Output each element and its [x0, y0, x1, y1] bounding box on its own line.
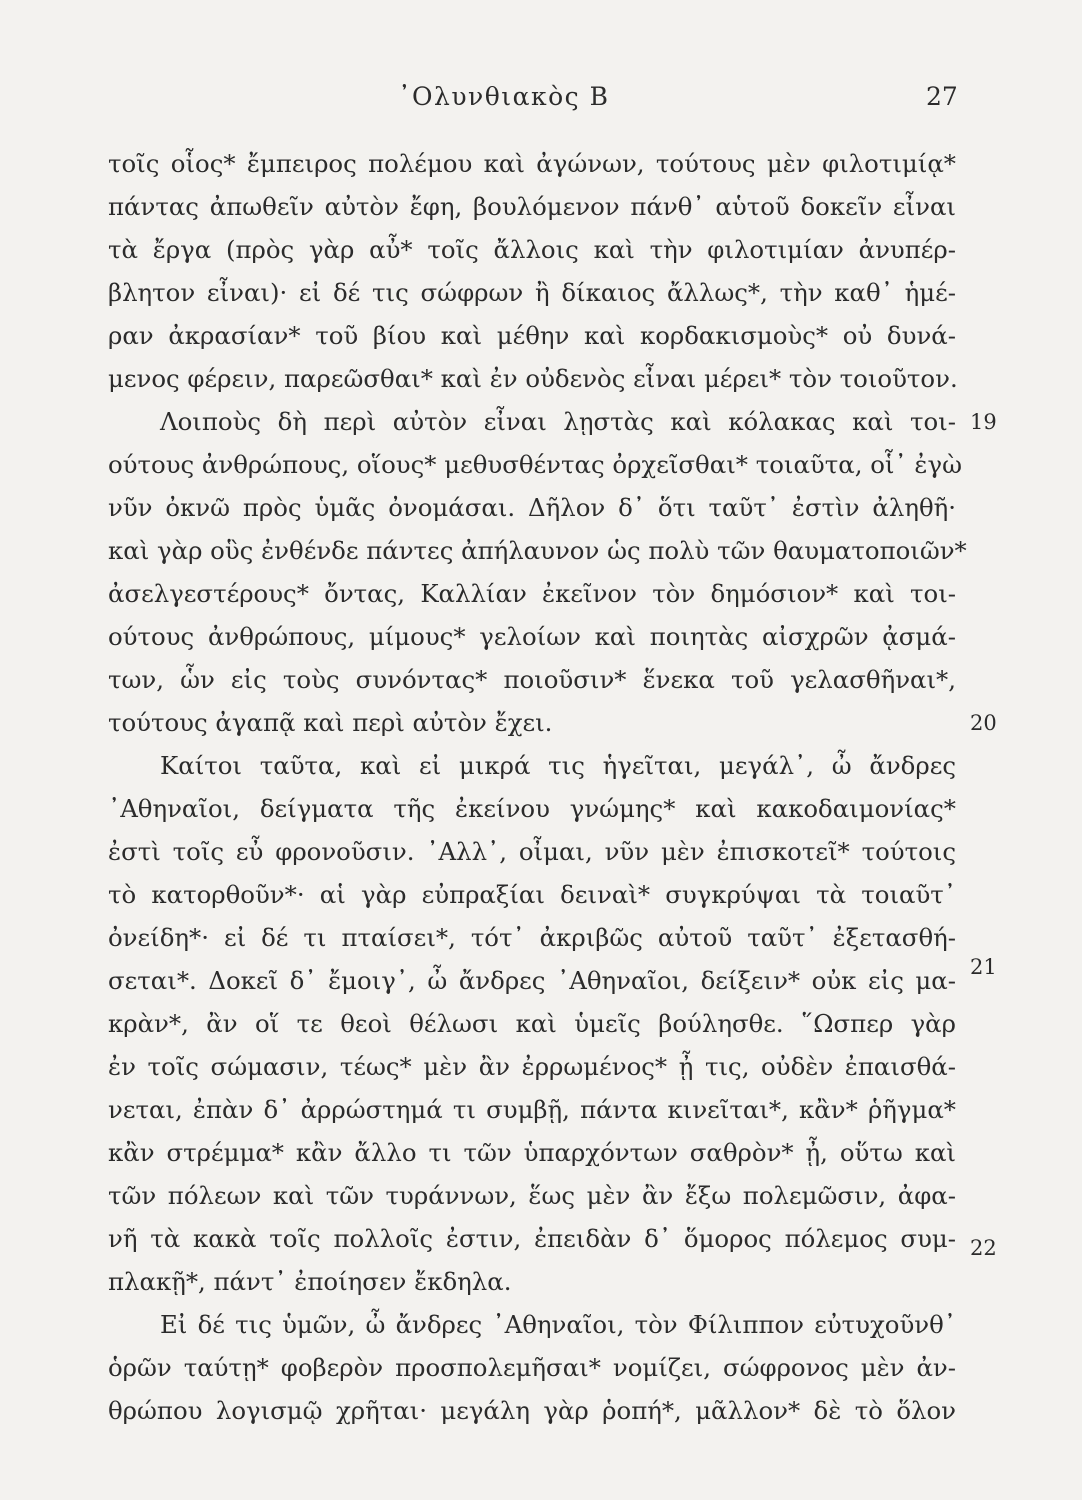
text-line: πλακῇ*, πάντ᾿ ἐποίησεν ἔκδηλα. — [108, 1267, 512, 1296]
text-line: νεται, ἐπὰν δ᾿ ἀρρώστημά τι συμβῇ, πάντα κινεῖται*, κἂν* ῥῆγμα* — [108, 1095, 956, 1124]
text-line: ούτους ἀνθρώπους, οἵους* μεθυσθέντας ὀρχεῖσθαι* τοιαῦτα, οἷ᾿ ἐγὼ — [108, 450, 962, 479]
text-line: Καίτοι ταῦτα, καὶ εἰ μικρά τις ἡγεῖται, μεγάλ᾿, ὦ ἄνδρες — [160, 751, 956, 780]
text-line: Λοιποὺς δὴ περὶ αὐτὸν εἶναι λῃστὰς καὶ κόλακας καὶ τοι- — [160, 407, 956, 436]
text-line: σεται*. Δοκεῖ δ᾿ ἔμοιγ᾿, ὦ ἄνδρες ᾿Αθηναῖοι, δείξειν* οὐκ εἰς μα- — [108, 966, 956, 995]
page-number: 27 — [926, 82, 958, 111]
text-line: βλητον εἶναι)· εἰ δέ τις σώφρων ἢ δίκαιος ἄλλως*, τὴν καθ᾿ ἡμέ- — [108, 278, 956, 307]
text-line: ραν ἀκρασίαν* τοῦ βίου καὶ μέθην καὶ κορδακισμοὺς* οὐ δυνά- — [108, 321, 956, 350]
text-line: κρὰν*, ἂν οἵ τε θεοὶ θέλωσι καὶ ὑμεῖς βούλησθε. ῞Ωσπερ γὰρ — [108, 1009, 956, 1038]
text-line: ὁρῶν ταύτῃ* φοβερὸν προσπολεμῆσαι* νομίζει, σώφρονος μὲν ἀν- — [108, 1353, 956, 1382]
text-line: τὸ κατορθοῦν*· αἱ γὰρ εὐπραξίαι δειναὶ* συγκρύψαι τὰ τοιαῦτ᾿ — [108, 880, 956, 909]
text-line: νῦν ὀκνῶ πρὸς ὑμᾶς ὀνομάσαι. Δῆλον δ᾿ ὅτι ταῦτ᾿ ἐστὶν ἀληθῆ· — [108, 493, 956, 522]
running-title: ᾿Ολυνθιακὸς Β — [398, 82, 610, 111]
main-text — [108, 142, 967, 1432]
text-line: Εἰ δέ τις ὑμῶν, ὦ ἄνδρες ᾿Αθηναῖοι, τὸν Φίλιππον εὐτυχοῦνθ᾿ — [160, 1310, 956, 1339]
text-line: ᾿Αθηναῖοι, δείγματα τῆς ἐκείνου γνώμης* καὶ κακοδαιμονίας* — [108, 794, 956, 823]
section-number: 22 — [970, 1236, 997, 1260]
text-line: θρώπου λογισμῷ χρῆται· μεγάλη γὰρ ῥοπή*, μᾶλλον* δὲ τὸ ὅλον — [108, 1396, 956, 1425]
section-number: 21 — [970, 955, 997, 979]
text-line: ἐν τοῖς σώμασιν, τέως* μὲν ἂν ἐρρωμένος* ᾖ τις, οὐδὲν ἐπαισθά- — [108, 1052, 956, 1081]
text-line: κἂν στρέμμα* κἂν ἄλλο τι τῶν ὑπαρχόντων σαθρὸν* ᾖ, οὕτω καὶ — [108, 1138, 956, 1167]
text-line: των, ὧν εἰς τοὺς συνόντας* ποιοῦσιν* ἕνεκα τοῦ γελασθῆναι*, — [108, 665, 956, 694]
text-line: πάντας ἀπωθεῖν αὐτὸν ἔφη, βουλόμενον πάνθ᾿ αὑτοῦ δοκεῖν εἶναι — [108, 192, 956, 221]
text-line: καὶ γὰρ οὓς ἐνθένδε πάντες ἀπήλαυνον ὡς πολὺ τῶν θαυματοποιῶν* — [108, 536, 967, 565]
running-head — [0, 82, 1082, 122]
text-line: μενος φέρειν, παρεῶσθαι* καὶ ἐν οὐδενὸς εἶναι μέρει* τὸν τοιοῦτον. — [108, 364, 958, 393]
text-line: ἐστὶ τοῖς εὖ φρονοῦσιν. ᾿Αλλ᾿, οἶμαι, νῦν μὲν ἐπισκοτεῖ* τούτοις — [108, 837, 956, 866]
text-line: τῶν πόλεων καὶ τῶν τυράννων, ἕως μὲν ἂν ἔξω πολεμῶσιν, ἀφα- — [108, 1181, 956, 1210]
text-line: ὀνείδη*· εἰ δέ τι πταίσει*, τότ᾿ ἀκριβῶς αὐτοῦ ταῦτ᾿ ἐξετασθή- — [108, 923, 956, 952]
section-number: 20 — [970, 711, 997, 735]
text-line: ούτους ἀνθρώπους, μίμους* γελοίων καὶ ποιητὰς αἰσχρῶν ᾀσμά- — [108, 622, 956, 651]
text-line: τούτους ἀγαπᾷ καὶ περὶ αὐτὸν ἔχει. — [108, 708, 553, 737]
text-line: τὰ ἔργα (πρὸς γὰρ αὖ* τοῖς ἄλλοις καὶ τὴν φιλοτιμίαν ἀνυπέρ- — [108, 235, 956, 264]
text-line: νῆ τὰ κακὰ τοῖς πολλοῖς ἐστιν, ἐπειδὰν δ᾿ ὅμορος πόλεμος συμ- — [108, 1224, 956, 1253]
text-line: τοῖς οἷος* ἔμπειρος πολέμου καὶ ἀγώνων, τούτους μὲν φιλοτιμίᾳ* — [108, 149, 956, 178]
text-line: ἀσελγεστέρους* ὄντας, Καλλίαν ἐκεῖνον τὸν δημόσιον* καὶ τοι- — [108, 579, 956, 608]
section-number: 19 — [970, 410, 997, 434]
